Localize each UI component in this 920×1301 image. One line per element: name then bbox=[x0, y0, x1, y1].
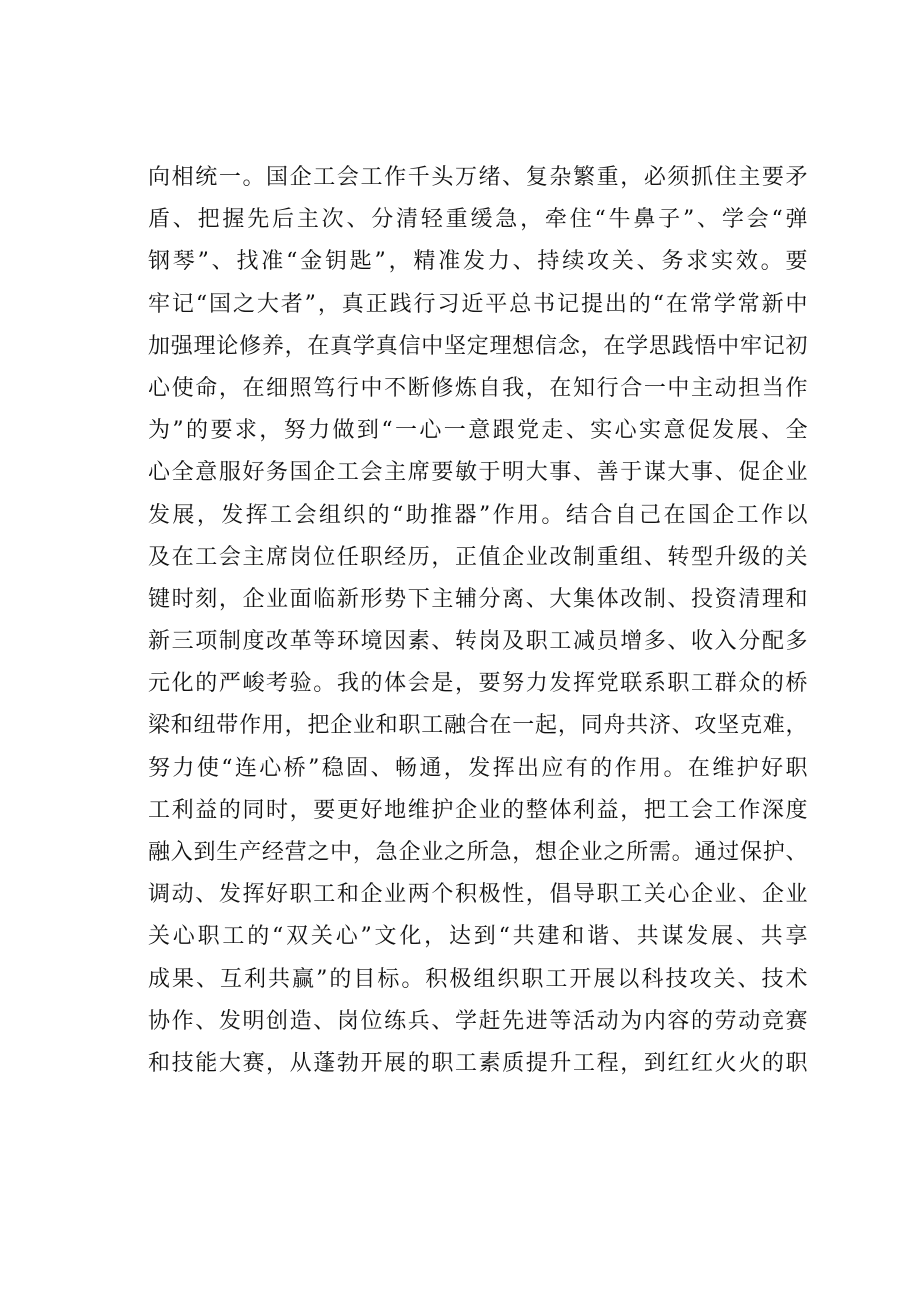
text-line: 加强理论修养，在真学真信中坚定理想信念，在学思践悟中牢记初 bbox=[148, 333, 808, 359]
text-line: 融入到生产经营之中，急企业之所急，想企业之所需。通过保护、 bbox=[148, 840, 808, 865]
text-line: 工利益的同时，要更好地维护企业的整体利益，把工会工作深度 bbox=[148, 797, 808, 823]
text-line: 努力使“连心桥”稳固、畅通，发挥出应有的作用。在维护好职 bbox=[148, 755, 808, 781]
text-line: 心全意服好务国企工会主席要敏于明大事、善于谋大事、促企业 bbox=[148, 460, 808, 486]
text-line: 发展，发挥工会组织的“助推器”作用。结合自己在国企工作以 bbox=[148, 502, 808, 528]
text-line: 盾、把握先后主次、分清轻重缓急，牵住“牛鼻子”、学会“弹 bbox=[148, 207, 808, 233]
text-line: 梁和纽带作用，把企业和职工融合在一起，同舟共济、攻坚克难， bbox=[148, 713, 808, 739]
text-line: 钢琴”、找准“金钥匙”，精准发力、持续攻关、务求实效。要 bbox=[148, 249, 808, 275]
text-line: 新三项制度改革等环境因素、转岗及职工减员增多、收入分配多 bbox=[148, 629, 808, 655]
body-paragraph bbox=[148, 157, 808, 1085]
text-line: 和技能大赛，从蓬勃开展的职工素质提升工程，到红红火火的职 bbox=[148, 1050, 808, 1076]
text-line: 键时刻，企业面临新形势下主辅分离、大集体改制、投资清理和 bbox=[148, 586, 808, 612]
text-line: 协作、发明创造、岗位练兵、学赶先进等活动为内容的劳动竞赛 bbox=[148, 1008, 808, 1034]
text-line: 心使命，在细照笃行中不断修炼自我，在知行合一中主动担当作 bbox=[148, 375, 808, 401]
text-line: 成果、互利共赢”的目标。积极组织职工开展以科技攻关、技术 bbox=[148, 966, 808, 992]
text-line: 关心职工的“双关心”文化，达到“共建和谐、共谋发展、共享 bbox=[148, 924, 808, 950]
text-line: 向相统一。国企工会工作千头万绪、复杂繁重，必须抓住主要矛 bbox=[148, 165, 808, 190]
text-line: 牢记“国之大者”，真正践行习近平总书记提出的“在常学常新中 bbox=[148, 291, 808, 317]
text-line: 及在工会主席岗位任职经历，正值企业改制重组、转型升级的关 bbox=[148, 544, 808, 570]
text-line: 元化的严峻考验。我的体会是，要努力发挥党联系职工群众的桥 bbox=[148, 671, 808, 697]
text-line: 为”的要求，努力做到“一心一意跟党走、实心实意促发展、全 bbox=[148, 418, 808, 444]
text-line: 调动、发挥好职工和企业两个积极性，倡导职工关心企业、企业 bbox=[148, 882, 808, 908]
